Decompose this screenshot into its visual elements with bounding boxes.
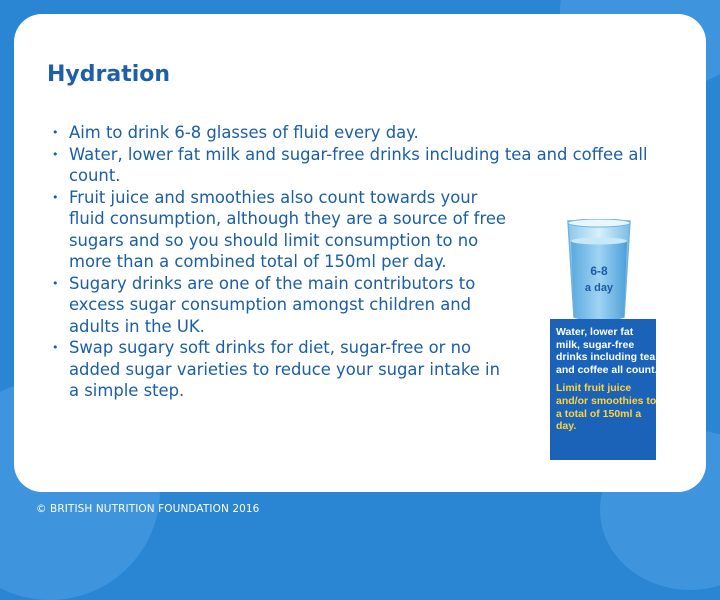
bullet-item (52, 273, 509, 338)
bullet-text: Water, lower fat milk and sugar-free drinks including tea and coffee all count. (69, 144, 648, 185)
copyright-footer: © BRITISH NUTRITION FOUNDATION 2016 (36, 503, 260, 515)
slide-title: Hydration (47, 62, 171, 87)
bullet-dot-icon: • (52, 126, 59, 139)
bullet-item (52, 187, 509, 273)
bullet-dot-icon: • (52, 341, 59, 354)
bullet-dot-icon: • (52, 276, 59, 290)
bullet-text: Sugary drinks are one of the main contributors to excess sugar consumption amongst children and adults in the UK. (69, 273, 476, 336)
bullet-text: Swap sugary soft drinks for diet, sugar-free or no added sugar varieties to reduce your sugar intake in a simple step. (69, 338, 500, 400)
bullet-dot-icon: • (52, 147, 59, 161)
info-panel-text (556, 326, 658, 433)
bullet-item (52, 144, 692, 187)
bullet-text: Aim to drink 6-8 glasses of fluid every day. (69, 123, 419, 142)
glass-frequency-label: a day (584, 282, 614, 294)
bullet-item (52, 337, 509, 402)
glass-amount-label: 6-8 (590, 264, 608, 278)
bullet-dot-icon: • (52, 190, 59, 204)
info-panel-description: Water, lower fat milk, sugar-free drinks including tea and coffee all count. (556, 326, 658, 376)
info-panel-limit: Limit fruit juice and/or smoothies to a total of 150ml a day. (556, 382, 657, 433)
bullet-text: Fruit juice and smoothies also count towards your fluid consumption, although they are a source of free sugars and so you should limit consumption to no more than a combined total of 150ml per day. (69, 187, 507, 271)
bullet-item (52, 122, 692, 144)
